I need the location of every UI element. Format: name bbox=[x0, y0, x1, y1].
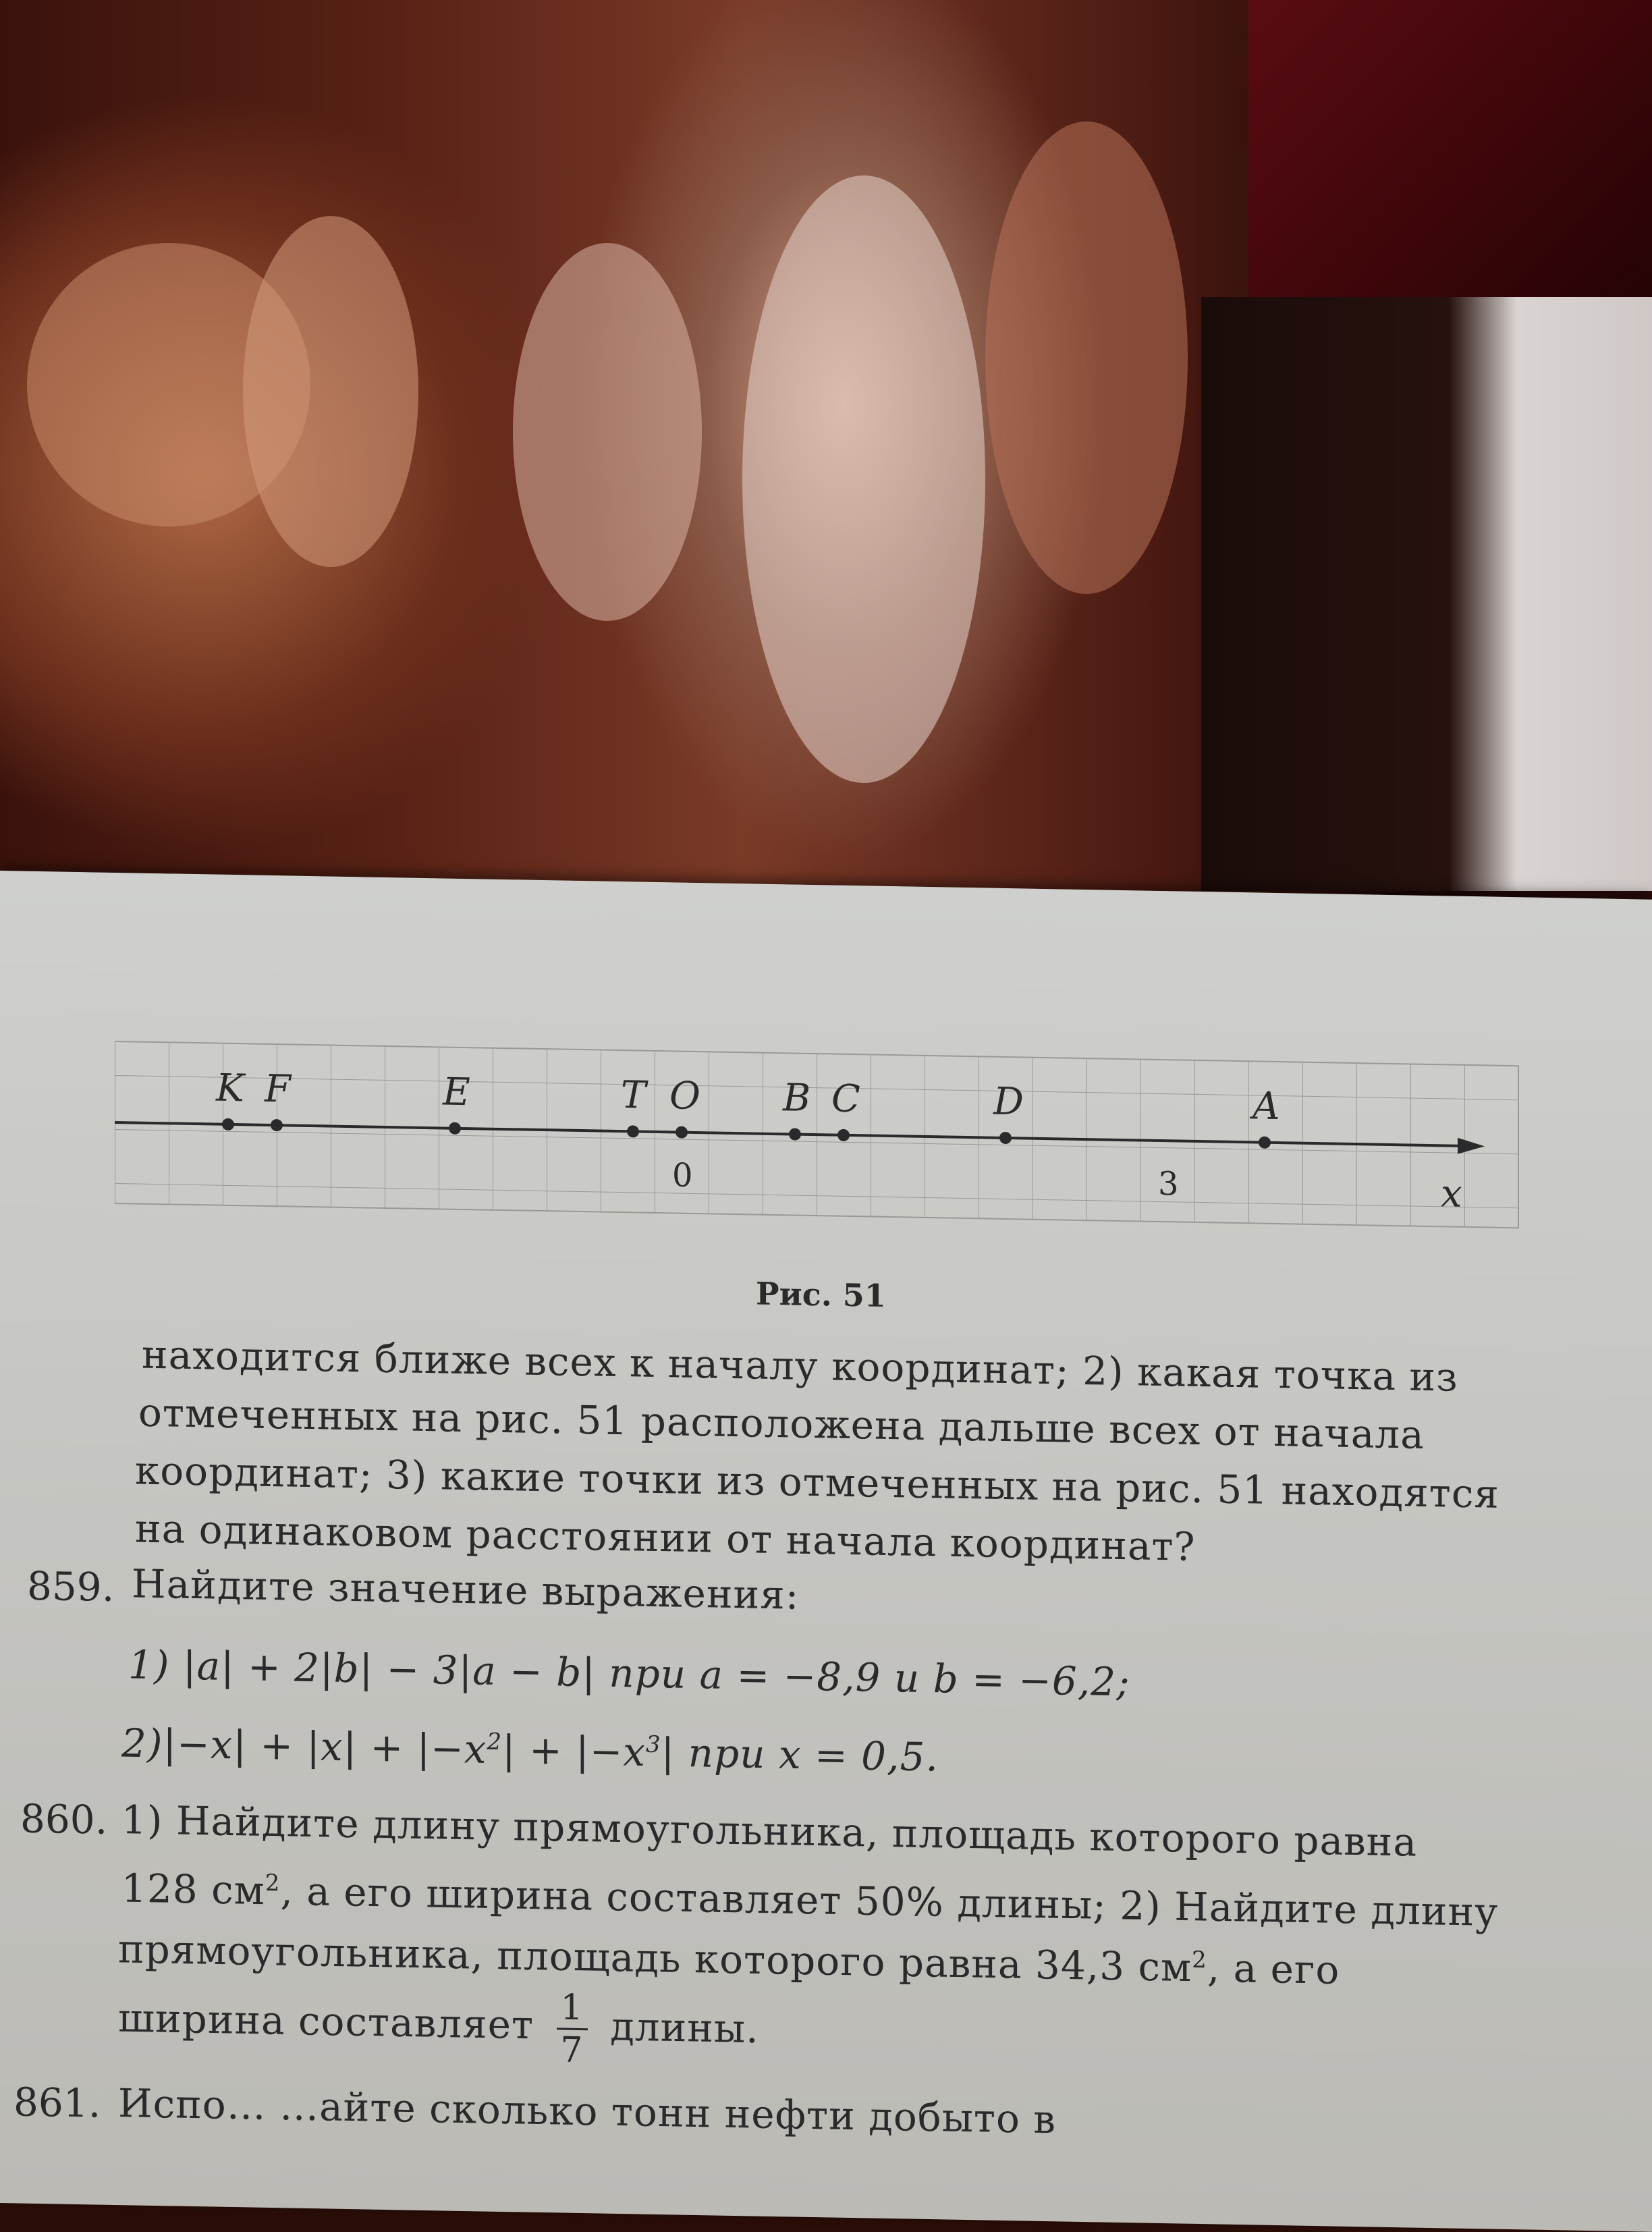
p859-item1: 1) |a| + 2|b| − 3|a − b| при a = −8,9 и b = −6,2; bbox=[128, 1641, 1130, 1706]
problem-number-859: 859. bbox=[27, 1562, 115, 1610]
lamp-shade bbox=[1201, 297, 1652, 891]
fraction-numerator: 1 bbox=[557, 1987, 588, 2030]
p859-item2-b: | + |−x bbox=[502, 1726, 646, 1776]
fraction-one-seventh bbox=[557, 1987, 588, 2071]
lace-pattern bbox=[513, 243, 702, 621]
point-e-label: E bbox=[443, 1070, 470, 1115]
lace-pattern bbox=[243, 216, 418, 567]
point-d-label: D bbox=[993, 1079, 1024, 1124]
tick-label-0: 0 bbox=[672, 1156, 693, 1195]
tick-label-3: 3 bbox=[1158, 1164, 1179, 1203]
p860-line4-a: ширина составляет bbox=[118, 1994, 534, 2048]
point-o-label: O bbox=[669, 1074, 700, 1119]
lace-pattern bbox=[985, 121, 1188, 594]
p860-line4 bbox=[118, 1980, 759, 2074]
number-line-svg bbox=[115, 1021, 1525, 1261]
p859-title: Найдите значение выражения: bbox=[132, 1560, 800, 1618]
p860-line2-a: 128 см bbox=[121, 1865, 265, 1914]
problem-number-860: 860. bbox=[20, 1795, 108, 1843]
superscript-2: 2 bbox=[265, 1869, 281, 1897]
superscript-3: 3 bbox=[646, 1731, 661, 1759]
point-f-label: F bbox=[265, 1066, 291, 1112]
p861-line1: Испо… …айте сколько тонн нефти добыто в bbox=[118, 2080, 1056, 2143]
p860-line3-a: прямоугольника, площадь которого равна 34,3 см bbox=[118, 1926, 1192, 1991]
textbook-page bbox=[0, 871, 1652, 2232]
p858-line1: находится ближе всех к началу координат; 2) какая точка из bbox=[142, 1331, 1458, 1400]
p859-item2-a: 2)|−x| + |x| + |−x bbox=[121, 1720, 487, 1772]
p860-line4-b: длины. bbox=[610, 2003, 759, 2052]
p859-item2-c: | при x = 0,5. bbox=[661, 1729, 939, 1780]
fraction-denominator: 7 bbox=[560, 2030, 584, 2071]
figure-caption: Рис. 51 bbox=[756, 1275, 886, 1314]
problem-number-861: 861. bbox=[13, 2079, 101, 2127]
p860-line1: 1) Найдите длину прямоугольника, площадь которого равна bbox=[121, 1797, 1417, 1866]
p858-line3: координат; 3) какие точки из отмеченных на рис. 51 находятся bbox=[135, 1447, 1499, 1517]
point-a-label: A bbox=[1252, 1084, 1280, 1129]
lace-pattern bbox=[742, 175, 985, 783]
point-t-label: T bbox=[621, 1073, 646, 1118]
point-b-label: B bbox=[783, 1076, 811, 1120]
point-c-label: C bbox=[831, 1077, 860, 1122]
p860-line3-b: , а его bbox=[1207, 1944, 1340, 1993]
axis-label: x bbox=[1441, 1172, 1462, 1216]
p858-line2: отмеченных на рис. 51 расположена дальше всех от начала bbox=[138, 1389, 1425, 1458]
p860-line2-b: , а его ширина составляет 50% длины; 2) Найдите длину bbox=[280, 1868, 1499, 1936]
p858-line4: на одинаковом расстоянии от начала координат? bbox=[135, 1505, 1196, 1570]
number-line-figure bbox=[115, 1021, 1525, 1261]
curtain bbox=[1248, 0, 1652, 310]
superscript-2: 2 bbox=[487, 1728, 503, 1755]
p859-item2 bbox=[121, 1706, 939, 1786]
point-k-label: K bbox=[216, 1066, 244, 1111]
superscript-2: 2 bbox=[1192, 1946, 1207, 1974]
